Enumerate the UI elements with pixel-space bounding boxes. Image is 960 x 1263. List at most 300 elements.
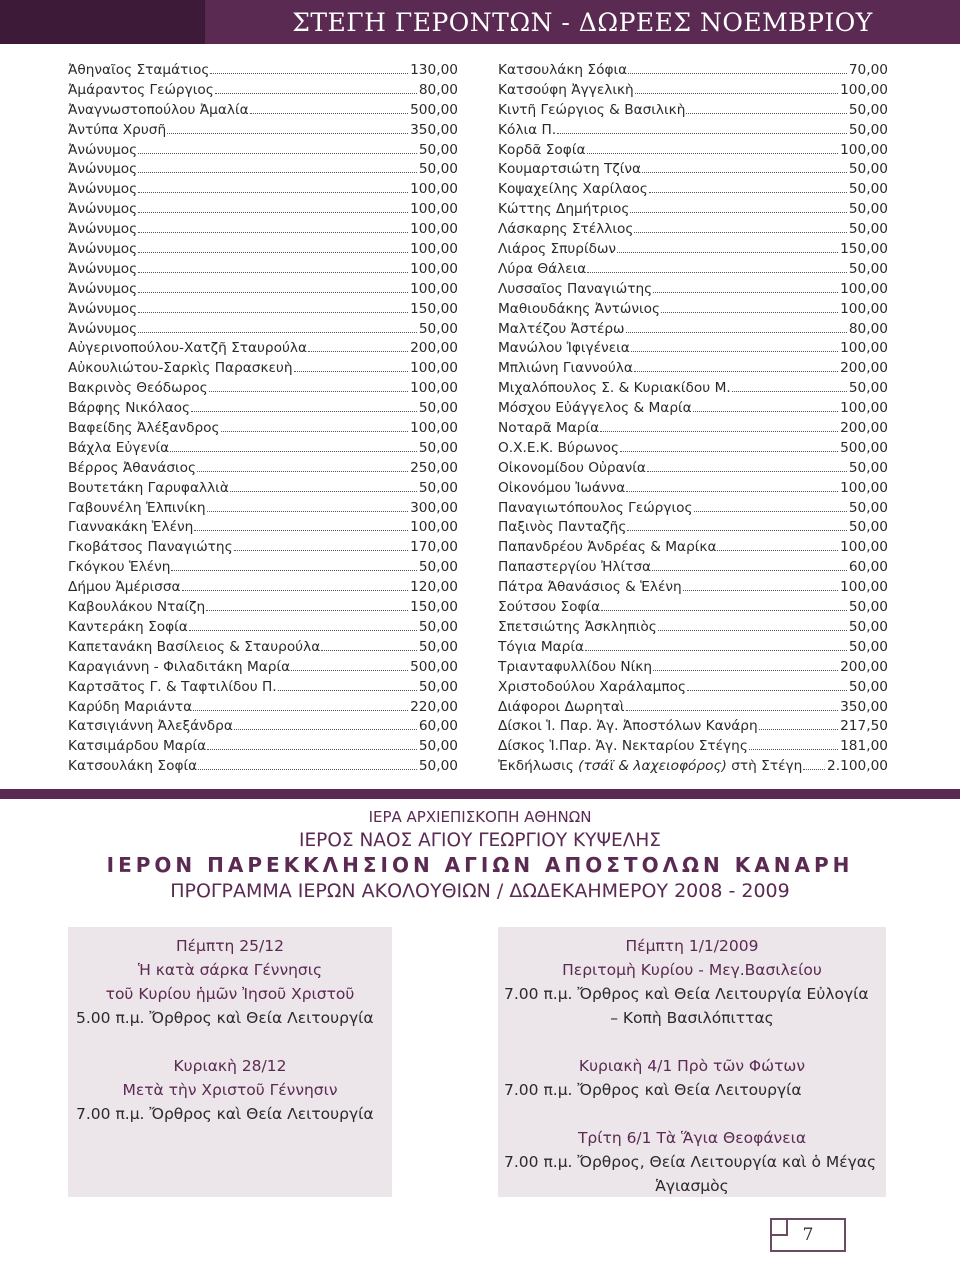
donor-name: Μπλιώνη Γιαννούλα <box>498 360 633 377</box>
donation-amount: 50,00 <box>418 479 458 496</box>
donor-name: Ἀνώνυμος <box>68 221 138 238</box>
donation-row <box>68 261 458 281</box>
dot-leader <box>649 192 847 193</box>
dot-leader <box>749 749 838 750</box>
donation-row <box>68 480 458 500</box>
donor-name: Οἰκονομίδου Οὐρανία <box>498 459 646 476</box>
header-accent-block <box>0 0 205 44</box>
dot-leader <box>198 769 417 770</box>
section-divider <box>0 789 960 799</box>
donor-name: Κατσουλάκη Σόφια <box>498 62 628 78</box>
donation-row <box>498 281 888 301</box>
donor-name: Λάσκαρης Στέλλιος <box>498 221 634 238</box>
donor-name: Κώττης Δημήτριος <box>498 201 630 218</box>
donation-row <box>498 201 888 221</box>
donation-amount: 100,00 <box>410 201 458 218</box>
donation-amount: 200,00 <box>840 360 888 377</box>
donation-amount: 150,00 <box>410 300 458 317</box>
donation-row <box>498 161 888 181</box>
dot-leader <box>759 729 838 730</box>
donor-name: Λύρα Θάλεια <box>498 260 587 277</box>
donation-amount: 50,00 <box>418 320 458 337</box>
dot-leader <box>189 630 417 631</box>
dot-leader <box>634 371 838 372</box>
dot-leader <box>661 312 838 313</box>
donation-amount: 50,00 <box>848 678 888 695</box>
donation-row <box>498 301 888 321</box>
donation-row <box>498 181 888 201</box>
donation-row <box>68 718 458 738</box>
donation-amount: 50,00 <box>848 101 888 118</box>
donation-row <box>68 758 458 778</box>
donation-amount: 100,00 <box>410 280 458 297</box>
donation-amount: 50,00 <box>418 439 458 456</box>
donation-row <box>68 201 458 221</box>
donation-row <box>68 360 458 380</box>
dot-leader <box>585 650 847 651</box>
donor-name: Ἀμάραντος Γεώργιος <box>68 81 214 98</box>
dot-leader <box>138 232 408 233</box>
donation-amount: 350,00 <box>410 121 458 138</box>
dot-leader <box>207 749 417 750</box>
donor-name: Ἀνώνυμος <box>68 161 138 178</box>
dot-leader <box>635 93 838 94</box>
donation-row <box>68 142 458 162</box>
donor-name: Δήμου Ἀμέρισσα <box>68 579 181 596</box>
donor-name: Ἀναγνωστοπούλου Ἀμαλία <box>68 101 249 118</box>
donation-row <box>68 181 458 201</box>
donor-name: Οἰκονόμου Ἰωάννα <box>498 479 626 496</box>
page-title: ΣΤΕΓΗ ΓΕΡΟΝΤΩΝ - ΔΩΡΕΕΣ ΝΟΕΜΒΡΙΟΥ <box>292 8 873 37</box>
donor-name: Λιάρος Σπυρίδων <box>498 241 617 258</box>
dot-leader <box>138 272 408 273</box>
dot-leader <box>294 371 409 372</box>
donation-row <box>498 102 888 122</box>
dot-leader <box>215 93 417 94</box>
donor-name: Ἀντύπα Χρυσῆ <box>68 121 167 138</box>
service-event <box>504 1126 880 1198</box>
donor-name: Χριστοδούλου Χαράλαμπος <box>498 678 686 695</box>
dot-leader <box>687 690 847 691</box>
dot-leader <box>234 729 417 730</box>
service-time: 7.00 π.μ. Ὄρθρος καὶ Θεία Λειτουργία <box>76 1105 374 1123</box>
donor-name: Κορδᾶ Σοφία <box>498 141 586 158</box>
dot-leader <box>308 351 408 352</box>
donation-row <box>498 539 888 559</box>
donation-amount: 220,00 <box>410 698 458 715</box>
donor-name: Διάφοροι Δωρηταὶ <box>498 698 625 715</box>
dot-leader <box>167 133 408 134</box>
donor-name: Δίσκοι Ἱ. Παρ. Ἁγ. Ἀποστόλων Κανάρη <box>498 718 758 735</box>
donation-row <box>498 380 888 400</box>
donation-row <box>68 62 458 82</box>
donation-row <box>68 241 458 261</box>
donor-name: Βακρινὸς Θεόδωρος <box>68 380 208 397</box>
donation-amount: 250,00 <box>410 459 458 476</box>
donor-name: Βάχλα Εὐγενία <box>68 439 170 456</box>
donor-name: Γιαννακάκη Ἑλένη <box>68 519 194 536</box>
church-heading: ΙΕΡΟΣ ΝΑΟΣ ΑΓΙΟΥ ΓΕΩΡΓΙΟΥ ΚΥΨΕΛΗΣ <box>299 830 661 851</box>
donation-amount: 100,00 <box>840 479 888 496</box>
service-event <box>504 1054 880 1102</box>
dot-leader <box>221 431 409 432</box>
dot-leader <box>138 212 408 213</box>
donation-row <box>68 122 458 142</box>
donation-amount: 50,00 <box>418 738 458 755</box>
donor-name: Καβουλάκου Νταίζη <box>68 599 206 616</box>
donor-name: Κατσουλάκη Σοφία <box>68 758 198 775</box>
donor-name: Βαφείδης Ἀλέξανδρος <box>68 420 220 437</box>
donations-right-column <box>498 62 888 778</box>
dot-leader <box>617 252 838 253</box>
donation-amount: 200,00 <box>840 420 888 437</box>
donation-row <box>498 699 888 719</box>
donation-amount: 200,00 <box>840 658 888 675</box>
donation-amount: 50,00 <box>848 380 888 397</box>
donation-amount: 500,00 <box>410 101 458 118</box>
donation-row <box>498 340 888 360</box>
donation-amount: 50,00 <box>848 519 888 536</box>
dot-leader <box>803 769 825 770</box>
donor-suffix: στὴ Στέγη <box>731 758 803 775</box>
donation-row <box>68 82 458 102</box>
dot-leader <box>627 530 846 531</box>
donation-row <box>498 360 888 380</box>
dot-leader <box>557 133 847 134</box>
donation-row <box>68 102 458 122</box>
donor-name: Κουμαρτσιώτη Τζίνα <box>498 161 642 178</box>
donation-row <box>68 340 458 360</box>
dot-leader <box>191 411 417 412</box>
donation-row <box>68 440 458 460</box>
donation-amount: 50,00 <box>418 618 458 635</box>
donation-amount: 100,00 <box>410 420 458 437</box>
donation-amount: 80,00 <box>848 320 888 337</box>
donation-row <box>68 221 458 241</box>
donation-amount: 100,00 <box>410 260 458 277</box>
donor-name: Παναγιωτόπουλος Γεώργιος <box>498 499 693 516</box>
donor-name: Ἀνώνυμος <box>68 300 138 317</box>
donation-amount: 100,00 <box>840 280 888 297</box>
donor-name: Σούτσου Σοφία <box>498 599 601 616</box>
service-event <box>504 934 880 1030</box>
donor-name: Ἀνώνυμος <box>68 141 138 158</box>
donation-amount: 500,00 <box>410 658 458 675</box>
donation-row <box>498 519 888 539</box>
donation-amount: 100,00 <box>410 380 458 397</box>
donor-name: Τόγια Μαρία <box>498 638 585 655</box>
dot-leader <box>207 511 409 512</box>
dot-leader <box>321 650 417 651</box>
dot-leader <box>171 570 416 571</box>
donor-name: Ἐκδήλωσις <box>498 758 574 775</box>
dot-leader <box>230 491 417 492</box>
service-time: 7.00 π.μ. Ὄρθρος καὶ Θεία Λειτουργία Εὐλογία <box>504 985 869 1003</box>
donation-row <box>498 480 888 500</box>
donation-amount: 181,00 <box>840 738 888 755</box>
dot-leader <box>170 451 417 452</box>
donation-amount: 50,00 <box>848 618 888 635</box>
service-feast: Περιτομὴ Κυρίου - Μεγ.Βασιλείου <box>562 961 822 979</box>
donor-name: Μαλτέζου Ἀστέρω <box>498 320 625 337</box>
donation-amount: 100,00 <box>410 221 458 238</box>
donation-row <box>498 400 888 420</box>
donation-amount: 50,00 <box>848 161 888 178</box>
donation-row <box>498 440 888 460</box>
dot-leader <box>626 491 838 492</box>
dot-leader <box>210 73 408 74</box>
service-date: Κυριακὴ 28/12 <box>173 1057 287 1075</box>
donation-row <box>498 718 888 738</box>
dot-leader <box>138 252 408 253</box>
dot-leader <box>209 391 408 392</box>
donor-name: Γκόγκου Ἑλένη <box>68 559 171 576</box>
service-date: Τρίτη 6/1 Τὰ Ἅγια Θεοφάνεια <box>577 1129 807 1147</box>
donor-name: Αὐκουλιώτου-Σαρκὶς Παρασκευὴ <box>68 360 293 377</box>
donation-row <box>68 738 458 758</box>
donation-amount: 200,00 <box>410 340 458 357</box>
donor-name: Παξινὸς Πανταζῆς <box>498 519 627 536</box>
dot-leader <box>652 570 847 571</box>
donation-row <box>68 539 458 559</box>
donor-name: Καρύδη Μαριάντα <box>68 698 193 715</box>
dot-leader <box>626 710 839 711</box>
dot-leader <box>587 272 847 273</box>
donation-amount: 50,00 <box>418 400 458 417</box>
service-event <box>76 934 384 1030</box>
donation-amount: 100,00 <box>840 81 888 98</box>
dot-leader <box>686 113 846 114</box>
dot-leader <box>653 292 838 293</box>
donation-amount: 60,00 <box>848 559 888 576</box>
dot-leader <box>717 550 838 551</box>
donation-amount: 80,00 <box>418 81 458 98</box>
donation-amount: 130,00 <box>410 62 458 78</box>
donation-amount: 120,00 <box>410 579 458 596</box>
service-date: Πέμπτη 1/1/2009 <box>625 937 759 955</box>
donor-name: Καρτσᾶτος Γ. & Ταφτιλίδου Π. <box>68 678 277 695</box>
donor-name: Κόλια Π. <box>498 121 557 138</box>
donation-row <box>498 221 888 241</box>
donation-amount: 500,00 <box>840 439 888 456</box>
dot-leader <box>138 153 417 154</box>
dot-leader <box>634 232 846 233</box>
dot-leader <box>278 690 417 691</box>
donation-row <box>498 599 888 619</box>
donor-name: Μανώλου Ἰφιγένεια <box>498 340 630 357</box>
donation-amount: 50,00 <box>848 121 888 138</box>
donations-left-column <box>68 62 458 778</box>
donor-name: Κατσούφη Ἀγγελικὴ <box>498 81 634 98</box>
donor-name: Κοψαχείλης Χαρίλαος <box>498 181 648 198</box>
donation-row <box>498 241 888 261</box>
donation-amount: 50,00 <box>848 459 888 476</box>
chapel-heading: ΙΕΡΟΝ ΠΑΡΕΚΚΛΗΣΙΟΝ ΑΓΙΩΝ ΑΠΟΣΤΟΛΩΝ ΚΑΝΑΡΗ <box>106 853 854 877</box>
donation-amount: 300,00 <box>410 499 458 516</box>
donation-row <box>68 559 458 579</box>
donor-name: Γαβουνέλη Ἐλπινίκη <box>68 499 206 516</box>
donor-name: Μόσχου Εὐάγγελος & Μαρία <box>498 400 692 417</box>
donation-amount: 50,00 <box>848 638 888 655</box>
dot-leader <box>194 530 408 531</box>
dot-leader <box>620 451 838 452</box>
donation-row <box>68 679 458 699</box>
donation-row <box>68 400 458 420</box>
donor-name: Ἀνώνυμος <box>68 260 138 277</box>
service-time: 5.00 π.μ. Ὄρθρος καὶ Θεία Λειτουργία <box>76 1009 374 1027</box>
archdiocese-heading: ΙΕΡΑ ΑΡΧΙΕΠΙΣΚΟΠΗ ΑΘΗΝΩΝ <box>368 808 592 826</box>
dot-leader <box>693 411 838 412</box>
donation-amount: 100,00 <box>840 340 888 357</box>
donor-name: Πάτρα Ἀθανάσιος & Ἑλένη <box>498 579 682 596</box>
donation-amount: 100,00 <box>840 539 888 556</box>
donation-row <box>68 579 458 599</box>
service-feast: Μετὰ τὴν Χριστοῦ Γέννησιν <box>122 1081 338 1099</box>
donor-name: Μαθιουδάκης Ἀντώνιος <box>498 300 661 317</box>
donor-name: Ἀνώνυμος <box>68 181 138 198</box>
dot-leader <box>182 590 409 591</box>
service-time: Ἁγιασμὸς <box>655 1177 729 1195</box>
donation-amount: 100,00 <box>410 519 458 536</box>
donor-name: Αὐγερινοπούλου-Χατζῆ Σταυρούλα <box>68 340 308 357</box>
dot-leader <box>206 610 408 611</box>
donation-row <box>498 738 888 758</box>
donation-amount: 50,00 <box>418 678 458 695</box>
donation-row <box>498 579 888 599</box>
dot-leader <box>138 312 408 313</box>
donation-row <box>68 321 458 341</box>
dot-leader <box>732 391 847 392</box>
donation-row <box>68 639 458 659</box>
donation-row <box>498 142 888 162</box>
donation-row <box>68 519 458 539</box>
donor-name: Ἀνώνυμος <box>68 320 138 337</box>
donor-name: Ἀθηναῖος Σταμάτιος <box>68 62 210 78</box>
donor-name: Βουτετάκη Γαρυφαλλιὰ <box>68 479 229 496</box>
donation-row <box>498 639 888 659</box>
donation-row <box>68 301 458 321</box>
dot-leader <box>234 550 408 551</box>
donation-amount: 100,00 <box>410 360 458 377</box>
dot-leader <box>600 431 838 432</box>
donor-name: Βέρρος Ἀθανάσιος <box>68 459 197 476</box>
dot-leader <box>630 212 846 213</box>
page-number-box <box>770 1218 846 1252</box>
donor-name: Ἀνώνυμος <box>68 201 138 218</box>
dot-leader <box>647 471 847 472</box>
donation-amount: 2.100,00 <box>827 758 888 775</box>
dot-leader <box>138 172 417 173</box>
donation-row <box>498 619 888 639</box>
donation-amount: 100,00 <box>840 300 888 317</box>
donation-row <box>68 699 458 719</box>
donation-row <box>498 559 888 579</box>
dot-leader <box>250 113 408 114</box>
donation-row <box>498 261 888 281</box>
donor-name: Κατσιμάρδου Μαρία <box>68 738 207 755</box>
donor-name: Σπετσιώτης Ἀσκληπιὸς <box>498 618 657 635</box>
donor-name: Νοταρᾶ Μαρία <box>498 420 600 437</box>
donor-name: Καραγιάννη - Φιλαδιτάκη Μαρία <box>68 658 291 675</box>
donation-row <box>498 758 888 778</box>
donation-row <box>498 460 888 480</box>
dot-leader <box>683 590 838 591</box>
donor-name: Ἀνώνυμος <box>68 241 138 258</box>
donation-amount: 350,00 <box>840 698 888 715</box>
dot-leader <box>628 73 847 74</box>
donor-name: Κατσιγιάννη Ἀλεξάνδρα <box>68 718 233 735</box>
donation-row <box>498 122 888 142</box>
donation-row <box>68 380 458 400</box>
page-number: 7 <box>802 1225 814 1245</box>
dot-leader <box>138 332 417 333</box>
service-time: 7.00 π.μ. Ὄρθρος καὶ Θεία Λειτουργία <box>504 1081 802 1099</box>
donation-amount: 150,00 <box>410 599 458 616</box>
donation-amount: 70,00 <box>848 62 888 78</box>
donor-name: Παπανδρέου Ἀνδρέας & Μαρίκα <box>498 539 717 556</box>
donation-amount: 50,00 <box>848 201 888 218</box>
dot-leader <box>626 332 847 333</box>
donor-name: Δίσκος Ἱ.Παρ. Ἁγ. Νεκταρίου Στέγης <box>498 738 748 755</box>
donation-amount: 100,00 <box>410 181 458 198</box>
donor-name: Βάρφης Νικόλαος <box>68 400 191 417</box>
donation-amount: 50,00 <box>848 221 888 238</box>
donation-amount: 50,00 <box>418 638 458 655</box>
dot-leader <box>138 292 408 293</box>
donation-row <box>498 500 888 520</box>
service-date: Κυριακὴ 4/1 Πρὸ τῶν Φώτων <box>578 1057 806 1075</box>
dot-leader <box>193 710 408 711</box>
donation-row <box>498 82 888 102</box>
donation-amount: 217,50 <box>840 718 888 735</box>
donation-amount: 100,00 <box>410 241 458 258</box>
donor-name: Καπετανάκη Βασίλειος & Σταυρούλα <box>68 638 321 655</box>
donation-amount: 50,00 <box>418 559 458 576</box>
dot-leader <box>587 153 839 154</box>
dot-leader <box>694 511 847 512</box>
donation-amount: 50,00 <box>848 181 888 198</box>
donation-row <box>68 281 458 301</box>
donation-row <box>68 659 458 679</box>
donation-amount: 170,00 <box>410 539 458 556</box>
donor-note: (τσάϊ & λαχειοφόρος) <box>578 758 727 775</box>
donation-row <box>68 599 458 619</box>
donor-name: Τριανταφυλλίδου Νίκη <box>498 658 653 675</box>
service-feast: Ἡ κατὰ σάρκα Γέννησις <box>137 961 323 979</box>
donor-name: Παπαστεργίου Ἠλίτσα <box>498 559 652 576</box>
donation-row <box>498 420 888 440</box>
dot-leader <box>653 670 838 671</box>
donation-amount: 50,00 <box>848 499 888 516</box>
donation-amount: 50,00 <box>418 161 458 178</box>
donation-amount: 50,00 <box>848 599 888 616</box>
donation-row <box>68 420 458 440</box>
dot-leader <box>631 351 838 352</box>
donor-name: Μιχαλόπουλος Σ. & Κυριακίδου Μ. <box>498 380 731 397</box>
donor-name: Κιντῆ Γεώργιος & Βασιλικὴ <box>498 101 686 118</box>
donation-row <box>498 659 888 679</box>
dot-leader <box>291 670 408 671</box>
donation-amount: 100,00 <box>840 400 888 417</box>
donor-name: Ο.Χ.Ε.Κ. Βύρωνος <box>498 439 620 456</box>
service-event <box>76 1054 384 1126</box>
donation-amount: 50,00 <box>418 758 458 775</box>
dot-leader <box>658 630 847 631</box>
donation-row <box>498 321 888 341</box>
donation-row <box>68 161 458 181</box>
donor-name: Λυσσαῖος Παναγιώτης <box>498 280 653 297</box>
dot-leader <box>197 471 408 472</box>
